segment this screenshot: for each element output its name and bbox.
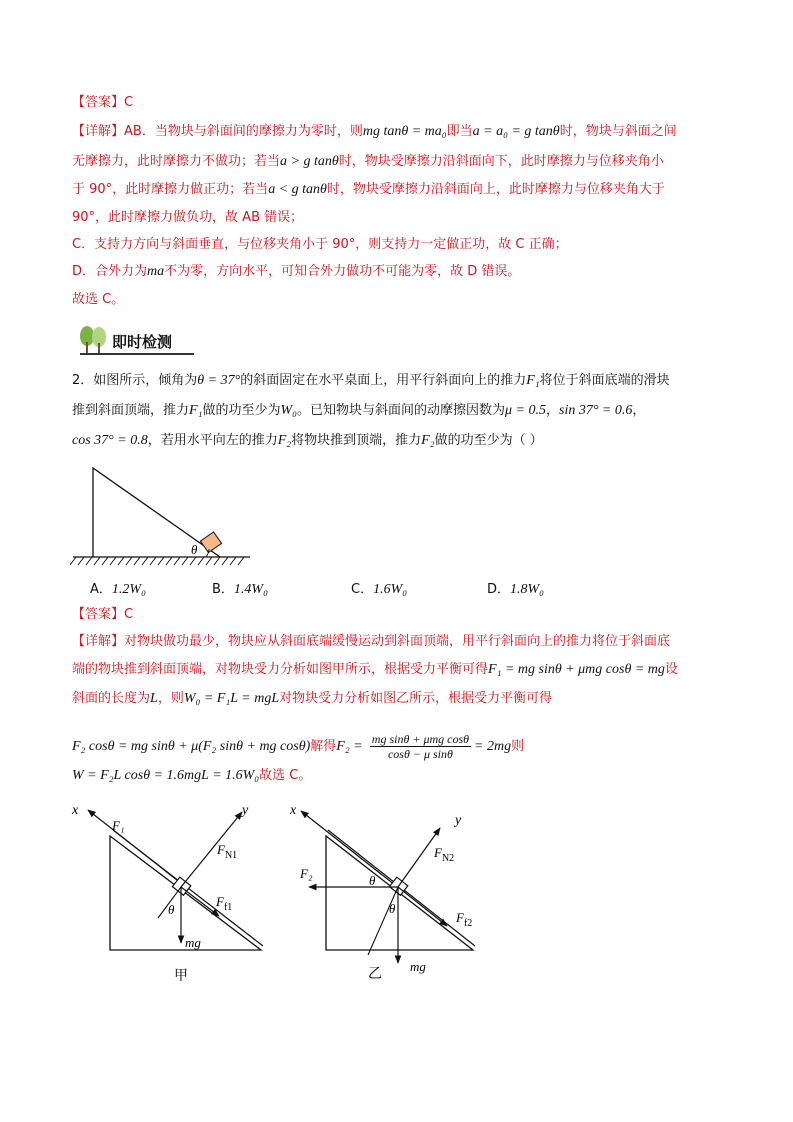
theta-label: θ	[168, 902, 175, 917]
fraction	[370, 732, 471, 761]
question2-line-1	[72, 372, 670, 390]
force-diagram-yi	[288, 800, 488, 985]
text: 对物块受力分析如图乙所示，根据受力平衡可得	[279, 691, 553, 706]
math: F₁	[189, 403, 203, 418]
detail2-line-4	[72, 732, 524, 761]
answer-tag: 【答案】	[72, 607, 125, 622]
text: ，若用水平向左的推力	[147, 433, 278, 448]
detail1-line-3	[72, 181, 665, 199]
ff2-label: $F_{f2}$	[456, 910, 473, 929]
option-label: C．	[351, 582, 374, 597]
text: ，	[545, 403, 559, 418]
math: F₁ = mg sinθ + μmg cosθ = mg	[488, 662, 665, 677]
option-c[interactable]	[351, 578, 407, 598]
math: ma	[147, 264, 165, 279]
detail2-line-1	[72, 633, 670, 651]
text: 推到斜面顶端，推力	[72, 403, 190, 418]
text: 。已知物块与斜面间的动摩擦因数为	[296, 403, 505, 418]
section-header	[76, 322, 196, 356]
detail1-line-6	[72, 263, 520, 281]
option-value: 1.6W₀	[373, 582, 408, 597]
answer-line-2	[72, 606, 133, 624]
math: W = F₂L cosθ = 1.6mgL = 1.6W₀	[72, 768, 260, 783]
math: cos 37° = 0.8	[72, 433, 148, 448]
option-b[interactable]	[212, 578, 268, 598]
text: ，则	[157, 691, 184, 706]
figure-caption: 乙	[368, 967, 382, 982]
f2-label: F₂	[300, 866, 313, 881]
ff1-label: $F_{f1}$	[216, 894, 233, 913]
y-axis-label: y	[455, 813, 462, 828]
math: W₀	[280, 403, 297, 418]
x-axis-label: x	[290, 803, 297, 818]
math: μ = 0.5	[505, 403, 546, 418]
text: 即当	[446, 124, 473, 139]
text: 做的功至少为（ ）	[434, 433, 543, 448]
fraction-denominator: cosθ − μ sinθ	[387, 747, 453, 761]
detail1-line-2	[72, 153, 664, 171]
text: 解得	[310, 739, 337, 754]
detail1-line-1	[72, 123, 677, 141]
option-label: A．	[90, 582, 112, 597]
detail-tag: 【详解】	[72, 124, 125, 139]
math: sin 37° = 0.6	[559, 403, 633, 418]
answer-tag: 【答案】	[72, 95, 125, 110]
force-diagram-jia	[70, 800, 280, 985]
math: F₂	[421, 433, 435, 448]
math: mg tanθ = ma₀	[362, 124, 447, 139]
question2-line-2	[72, 402, 645, 420]
theta-label-bottom: θ	[389, 901, 396, 916]
math: F₂ cosθ = mg sinθ + μ(F₂ sinθ + mg cosθ)	[72, 739, 311, 754]
text: 时，物块与斜面之间	[559, 124, 677, 139]
math: a > g tanθ	[280, 154, 339, 169]
text: D．合外力为	[72, 264, 148, 279]
mg-label: mg	[185, 935, 201, 950]
option-value: 1.4W₀	[233, 582, 268, 597]
section-underline	[80, 353, 194, 355]
answer-value: C	[124, 95, 134, 110]
theta-label-top: θ	[369, 873, 376, 888]
math: W₀ = F₁L = mgL	[183, 691, 280, 706]
detail1-line-5: C．支持力方向与斜面垂直，与位移夹角小于 90°，则支持力一定做正功，故 C 正确；	[72, 237, 568, 252]
detail2-line-2	[72, 661, 678, 679]
detail2-line-3	[72, 690, 552, 708]
math: F₁	[526, 373, 540, 388]
tree-icon	[76, 322, 110, 354]
option-label: B．	[212, 582, 234, 597]
section-title: 即时检测	[112, 333, 173, 351]
text: 无摩擦力，此时摩擦力不做功；若当	[72, 154, 281, 169]
text: 时，物块受摩擦力沿斜面向下，此时摩擦力与位移夹角小	[338, 154, 664, 169]
math: θ = 37°	[197, 373, 241, 388]
x-axis-label: x	[72, 803, 79, 818]
text: 不为零，方向水平，可知合外力做功不可能为零，故 D 错误。	[164, 264, 521, 279]
option-d[interactable]	[487, 578, 544, 598]
text: 的斜面固定在水平桌面上，用平行斜面向上的推力	[240, 373, 527, 388]
text: 2．如图所示，倾角为	[72, 373, 198, 388]
text: AB．当物块与斜面间的摩擦力为零时，则	[124, 124, 363, 139]
detail-tag: 【详解】	[72, 634, 125, 649]
fraction-numerator: mg sinθ + μmg cosθ	[371, 732, 470, 746]
answer-value: C	[124, 607, 134, 622]
y-axis-label: y	[242, 803, 249, 818]
option-value: 1.2W₀	[111, 582, 146, 597]
f1-label: F₁	[112, 818, 125, 833]
answer-line-1	[72, 94, 133, 112]
text: 做的功至少为	[202, 403, 281, 418]
text: 设	[664, 662, 678, 677]
text: ，	[632, 403, 646, 418]
math: F₂ =	[336, 739, 363, 754]
math: = 2mg	[474, 739, 512, 754]
text: 时，物块受摩擦力沿斜面向上，此时摩擦力与位移夹角大于	[326, 182, 665, 197]
option-value: 1.8W₀	[510, 582, 545, 597]
fn2-label: $F_{N2}$	[434, 845, 455, 864]
math: a < g tanθ	[268, 182, 327, 197]
fn1-label: $F_{N1}$	[217, 842, 238, 861]
text: 故选 C。	[259, 768, 312, 783]
mg-label: mg	[410, 959, 426, 974]
text: 斜面的长度为	[72, 691, 151, 706]
detail1-line-7: 故选 C。	[72, 292, 125, 307]
detail2-line-5	[72, 767, 311, 785]
text: 则	[511, 739, 525, 754]
text: 对物块做功最少，物块应从斜面底端缓慢运动到斜面顶端，用平行斜面向上的推力将位于斜面底	[124, 634, 671, 649]
option-a[interactable]	[90, 578, 146, 598]
math: L	[150, 691, 158, 706]
option-label: D．	[487, 582, 511, 597]
text: 将物块推到顶端，推力	[291, 433, 422, 448]
theta-label: θ	[191, 542, 198, 557]
text: 端的物块推到斜面顶端，对物块受力分析如图甲所示，根据受力平衡可得	[72, 662, 489, 677]
math: F₂	[277, 433, 292, 448]
question2-line-3	[72, 432, 543, 450]
incline-figure	[70, 462, 260, 572]
text: 于 90°，此时摩擦力做正功；若当	[72, 182, 269, 197]
detail1-line-4: 90°，此时摩擦力做负功，故 AB 错误；	[72, 210, 304, 225]
math: a = a₀ = g tanθ	[472, 124, 560, 139]
text: 将位于斜面底端的滑块	[539, 373, 670, 388]
figure-caption: 甲	[174, 969, 188, 984]
